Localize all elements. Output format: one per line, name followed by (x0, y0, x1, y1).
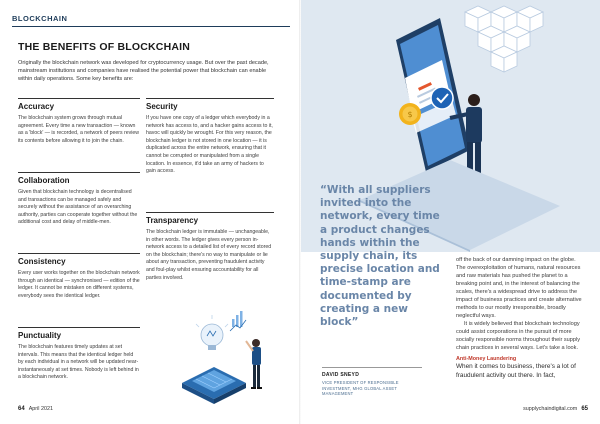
text-punctuality: The blockchain features timely updates at set intervals. This means that the identical ledger held by each individual in a network will be updated near-instantaneously at set times. Nobody is left behind in a blockchain network. (18, 344, 139, 381)
right-paragraph-1: off the back of our damning impact on the globe. The overexploitation of humans, natural resources and raw materials has pushed the planet to a breaking point and, in the interest of balancing the scales, there's a widespread drive to address the impact of business practices and create alternative methods to our mostly irresponsible, broadly neglectful ways. (456, 257, 582, 319)
subhead-collaboration: Collaboration (18, 172, 140, 185)
subhead-anti-money-laundering: Anti-Money Laundering (456, 356, 517, 362)
blockchain-chip-illustration (176, 305, 286, 405)
text-transparency: The blockchain ledger is immutable — unchangeable, in other words. The ledger gives every person in-network access to a detailed list of every record stored on the blockchain; there's no way to manipulate or lie about any transaction, preventing fraudulent activity and foul-play whilst ensuring accountability for all parties involved. (146, 229, 272, 281)
quote-author-role: VICE PRESIDENT OF RESPONSIBLE INVESTMENT, MHG GLOBAL ASSET MANAGEMENT (322, 380, 399, 397)
subhead-punctuality: Punctuality (18, 327, 140, 340)
quote-divider (322, 367, 422, 368)
subhead-security: Security (146, 98, 274, 111)
right-paragraph-2: It is widely believed that blockchain technology could assist corporations in the pursuit of more socially responsible norms throughout their supply chain practices in several ways. Let's take a look. (456, 321, 581, 351)
right-paragraph-3: When it comes to business, there's a lot of fraudulent activity out there. In fact, (456, 363, 576, 379)
subhead-accuracy: Accuracy (18, 98, 140, 111)
section-rule (12, 26, 290, 27)
subhead-transparency: Transparency (146, 212, 274, 225)
intro-paragraph: Originally the blockchain network was developed for cryptocurrency usage. But over the past decade, mainstream institutions and companies have realised the potential power that blockchain can enable within daily operations. Some key benefits are: (18, 60, 269, 82)
page-number-right: 65 (581, 406, 588, 412)
folio-left (18, 406, 53, 412)
article-headline: THE BENEFITS OF BLOCKCHAIN (18, 41, 191, 53)
chip-icon (182, 367, 246, 404)
bar-chart-icon (230, 311, 246, 331)
text-accuracy: The blockchain system grows through mutual agreement. Every time a new transaction — known as a 'block' — is recorded, a network of peers review its contents before allowing it to join the chain. (18, 115, 140, 144)
benefit-accuracy (18, 98, 140, 145)
benefit-collaboration (18, 172, 140, 227)
folio-right (523, 406, 588, 412)
benefit-consistency (18, 253, 140, 300)
text-consistency: Every user works together on the blockchain network through an identical — synchronised — edition of the ledger. It cannot be mistaken on different systems, everybody sees the identical ledger. (18, 270, 140, 299)
issue-date: April 2021 (28, 406, 53, 412)
quote-author-name: DAVID SNEYD (322, 372, 360, 378)
benefit-security (146, 98, 274, 176)
woman-figure-icon (246, 339, 262, 389)
section-tag: BLOCKCHAIN (12, 14, 68, 23)
website-url: supplychaindigital.com (523, 406, 578, 412)
pull-quote: “With all suppliers invited into the network, every time a product changes hands within the supply chain, its precise location and time-stamp are documented by creating a new block” (320, 184, 440, 329)
right-column (456, 256, 586, 380)
page-number-left: 64 (18, 406, 25, 412)
lightbulb-icon (196, 315, 228, 350)
benefit-transparency (146, 212, 274, 282)
text-security: If you have one copy of a ledger which everybody in a network has access to, and a hacker gains access to it, havoc will quickly be wrought. For this very reason, the blockchain ledger is not stored in one location — it is duplicated across the entire network, ensuring that it cannot be corrupted or manipulated from a single location. In essence, it'd take an army of hackers to gain access. (146, 115, 273, 175)
benefit-punctuality (18, 327, 140, 382)
text-collaboration: Given that blockchain technology is decentralised and transactions can be managed safely and securely without the assistance of an overarching authority, parties can cooperate together without the additional cost and delay of middle-men. (18, 189, 138, 226)
subhead-consistency: Consistency (18, 253, 140, 266)
svg-text:$: $ (407, 110, 413, 119)
